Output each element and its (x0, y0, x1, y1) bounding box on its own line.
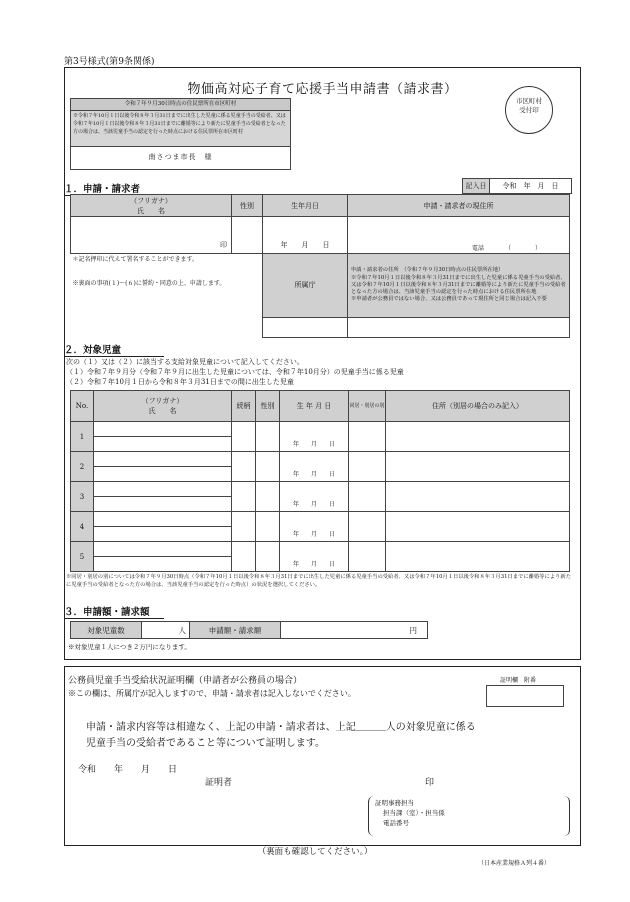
child-furigana-field[interactable] (94, 512, 232, 527)
child-count-label: 対象児童数 (71, 622, 142, 639)
section2-heading: ２．対象児童 (64, 342, 164, 357)
address-box-header: 令和７年９月30日時点の住民票所在市区町村 (71, 99, 290, 111)
affiliation-address-field[interactable] (348, 317, 570, 337)
agreement-note: ※裏面の事項(１)～(６)に誓約・同意の上、申請します。 (72, 280, 226, 288)
child-name-field[interactable] (94, 437, 232, 452)
child-gender-field[interactable] (256, 482, 280, 512)
child-cohabit-field[interactable] (349, 542, 386, 572)
child-cohabit-field[interactable] (349, 482, 386, 512)
col-relation: 続柄 (232, 391, 256, 422)
child-address-field[interactable] (386, 422, 570, 452)
child-name-field[interactable] (94, 467, 232, 482)
col-no: No. (71, 391, 94, 422)
child-row (71, 422, 570, 437)
child-row-number: 3 (71, 482, 94, 512)
child-relation-field[interactable] (232, 422, 256, 452)
applicant-birth-field[interactable]: 年 月 日 (263, 217, 348, 254)
certificate-body-2: 児童手当の受給者であること等について証明します。 (86, 738, 325, 749)
child-furigana-field[interactable] (94, 542, 232, 557)
child-birth-field[interactable]: 年 月 日 (280, 512, 349, 542)
child-furigana-field[interactable] (94, 452, 232, 467)
section2-item2: （２）令和７年10月１日から令和８年３月31日までの間に出生した児童 (66, 378, 294, 386)
child-name-field[interactable] (94, 557, 232, 572)
child-relation-field[interactable] (232, 482, 256, 512)
section2-intro-text: 次の（１）又は（２）に該当する支給対象児童について記入してください。 (66, 358, 304, 366)
amount-unit: 円 (409, 625, 417, 635)
child-birth-field[interactable]: 年 月 日 (280, 482, 349, 512)
col-address: 住所（別居の場合のみ記入） (386, 391, 570, 422)
certifier-label: 証明者 (205, 778, 233, 788)
child-furigana-field[interactable] (94, 482, 232, 497)
staff-contact-line3: 電話番号 (383, 819, 409, 827)
address-box (70, 98, 291, 170)
section3-note: ※対象児童１人につき２万円になります。 (68, 643, 191, 651)
name-label: 氏 名 (137, 206, 165, 215)
child-row (71, 452, 570, 467)
child-gender-field[interactable] (256, 542, 280, 572)
child-address-field[interactable] (386, 512, 570, 542)
child-count-unit: 人 (178, 625, 186, 635)
child-gender-field[interactable] (256, 452, 280, 482)
amount-label: 申請額・請求額 (190, 622, 281, 639)
child-relation-field[interactable] (232, 542, 256, 572)
amount-table (70, 621, 428, 639)
address-box-body: ※令和７年10月１日以後令和８年３月31日までに出生した児童に係る児童手当の受給者、又は令和７年10月１日以後令和８年３月31日までに離婚等により新たに児童手当の受給者となった方の場合は、当該児童手当の認定を行った時点における住民票所在市区町村 (71, 111, 290, 147)
certificate-note: ※この欄は、所属庁が記入しますので、申請・請求者は記入しないでください。 (68, 689, 356, 698)
phone-label: 電話 （ ） (471, 245, 541, 253)
col-name-label: 氏 名 (148, 407, 177, 415)
section2-item1: （１）令和７年９月分（令和７年９月に出生した児童については、令和７年10月分）の児童手当に係る児童 (66, 368, 404, 376)
certificate-title: 公務員児童手当受給状況証明欄（申請者が公務員の場合） (68, 676, 303, 686)
child-relation-field[interactable] (232, 512, 256, 542)
child-row (71, 542, 570, 557)
child-name-field[interactable] (94, 497, 232, 512)
certificate-body-1: 申請・請求内容等は相違なく、上記の申請・請求者は、上記＿＿＿人の対象児童に係る (86, 722, 476, 733)
child-row (71, 512, 570, 527)
col-cohabit: 同居・別居の別 (349, 391, 386, 422)
amount-field[interactable] (281, 622, 428, 639)
addressee-mayor: 南さつま市長 様 (148, 153, 213, 161)
section2-intro (66, 357, 571, 387)
certificate-number-field[interactable] (486, 685, 564, 707)
signature-note: ＊記名押印に代えて署名することができます。 (72, 256, 199, 264)
paper-size-note: （日本産業規格Ａ列４番） (478, 860, 551, 867)
child-relation-field[interactable] (232, 452, 256, 482)
child-row-number: 5 (71, 542, 94, 572)
section2-footnote: ※同居・別居の別については令和７年９月30日時点（令和７年10月１日以後令和８年３月31日までに出生した児童に係る児童手当の受給者、又は令和７年10月１日以後令和８年３月31日までに離婚等により新たに児童手当の受給者となった方の場合は、当該児童手当の認定を行った時点）の状況を選択してください。 (66, 574, 572, 588)
col-gender: 性別 (256, 391, 280, 422)
affiliation-label: 所属庁 (263, 254, 348, 317)
child-gender-field[interactable] (256, 512, 280, 542)
col-birth: 生 年 月 日 (280, 391, 349, 422)
stamp-line-2: 受付印 (519, 106, 539, 114)
section1-heading: １．申請・請求者 (64, 181, 184, 196)
child-name-field[interactable] (94, 527, 232, 542)
staff-contact-line2: 担当課（室）・担当係 (383, 809, 445, 817)
applicant-name-header (71, 195, 232, 217)
staff-contact-line1: 証明事務担当 (375, 799, 414, 807)
stamp-line-1: 市区町村 (516, 97, 542, 105)
child-birth-field[interactable]: 年 月 日 (280, 422, 349, 452)
applicant-name-field[interactable] (71, 217, 232, 254)
entry-date-value[interactable]: 令和 年 月 日 (490, 179, 572, 194)
child-birth-field[interactable]: 年 月 日 (280, 452, 349, 482)
children-table (70, 390, 570, 572)
entry-date-table (462, 178, 572, 194)
applicant-notes (71, 254, 263, 338)
affiliation-note: 申請・請求者の住所 （令和７年９月30日時点の住民票所在地） ※令和７年10月１日以後令和８年３月31日までに出生した児童に係る児童手当の受給者、又は令和７年10月１日以後令和８年３月31日までに離婚等により新たに児童手当の受給者となった方の場合は、当該児童手当の認定を行った時点における住民票所在地 ※申請者が公務員ではない場合、又は公務員であって現住所と同じ場合は記入不要 (348, 254, 570, 317)
reception-stamp (505, 86, 553, 134)
child-birth-field[interactable]: 年 月 日 (280, 542, 349, 572)
page-title: 物価高対応子育て応援手当申請書（請求書） (187, 82, 458, 97)
child-cohabit-field[interactable] (349, 452, 386, 482)
certifier-seal: 印 (425, 778, 435, 788)
child-furigana-field[interactable] (94, 422, 232, 437)
child-cohabit-field[interactable] (349, 512, 386, 542)
form-number: 第3号様式(第9条関係) (64, 57, 155, 67)
furigana-label: （フリガナ） (130, 196, 172, 205)
child-address-field[interactable] (386, 482, 570, 512)
child-address-field[interactable] (386, 542, 570, 572)
address-label: 申請・請求者の現住所 (348, 195, 570, 217)
child-row-number: 1 (71, 422, 94, 452)
certificate-date[interactable]: 令和 年 月 日 (78, 765, 178, 775)
staff-contact-box (368, 796, 570, 836)
child-count-field[interactable] (142, 622, 190, 639)
child-row-number: 4 (71, 512, 94, 542)
child-gender-field[interactable] (256, 422, 280, 452)
child-row-number: 2 (71, 452, 94, 482)
child-cohabit-field[interactable] (349, 422, 386, 452)
affiliation-field[interactable] (263, 317, 348, 337)
birth-label: 生年月日 (263, 195, 348, 217)
applicant-table (70, 194, 570, 338)
child-address-field[interactable] (386, 452, 570, 482)
certificate-number-label: 証明欄 附番 (500, 677, 537, 684)
col-furigana: （フリガナ） (141, 397, 184, 405)
col-name (94, 391, 232, 422)
applicant-address-field[interactable] (348, 217, 570, 254)
seal-mark: 印 (220, 241, 227, 250)
applicant-gender-field[interactable] (232, 217, 263, 254)
entry-date-label: 記入日 (463, 179, 490, 194)
section3-heading: ３．申請額・請求額 (64, 604, 164, 619)
back-page-note: （裏面も確認してください。） (257, 847, 373, 857)
child-row (71, 482, 570, 497)
gender-label: 性別 (232, 195, 263, 217)
